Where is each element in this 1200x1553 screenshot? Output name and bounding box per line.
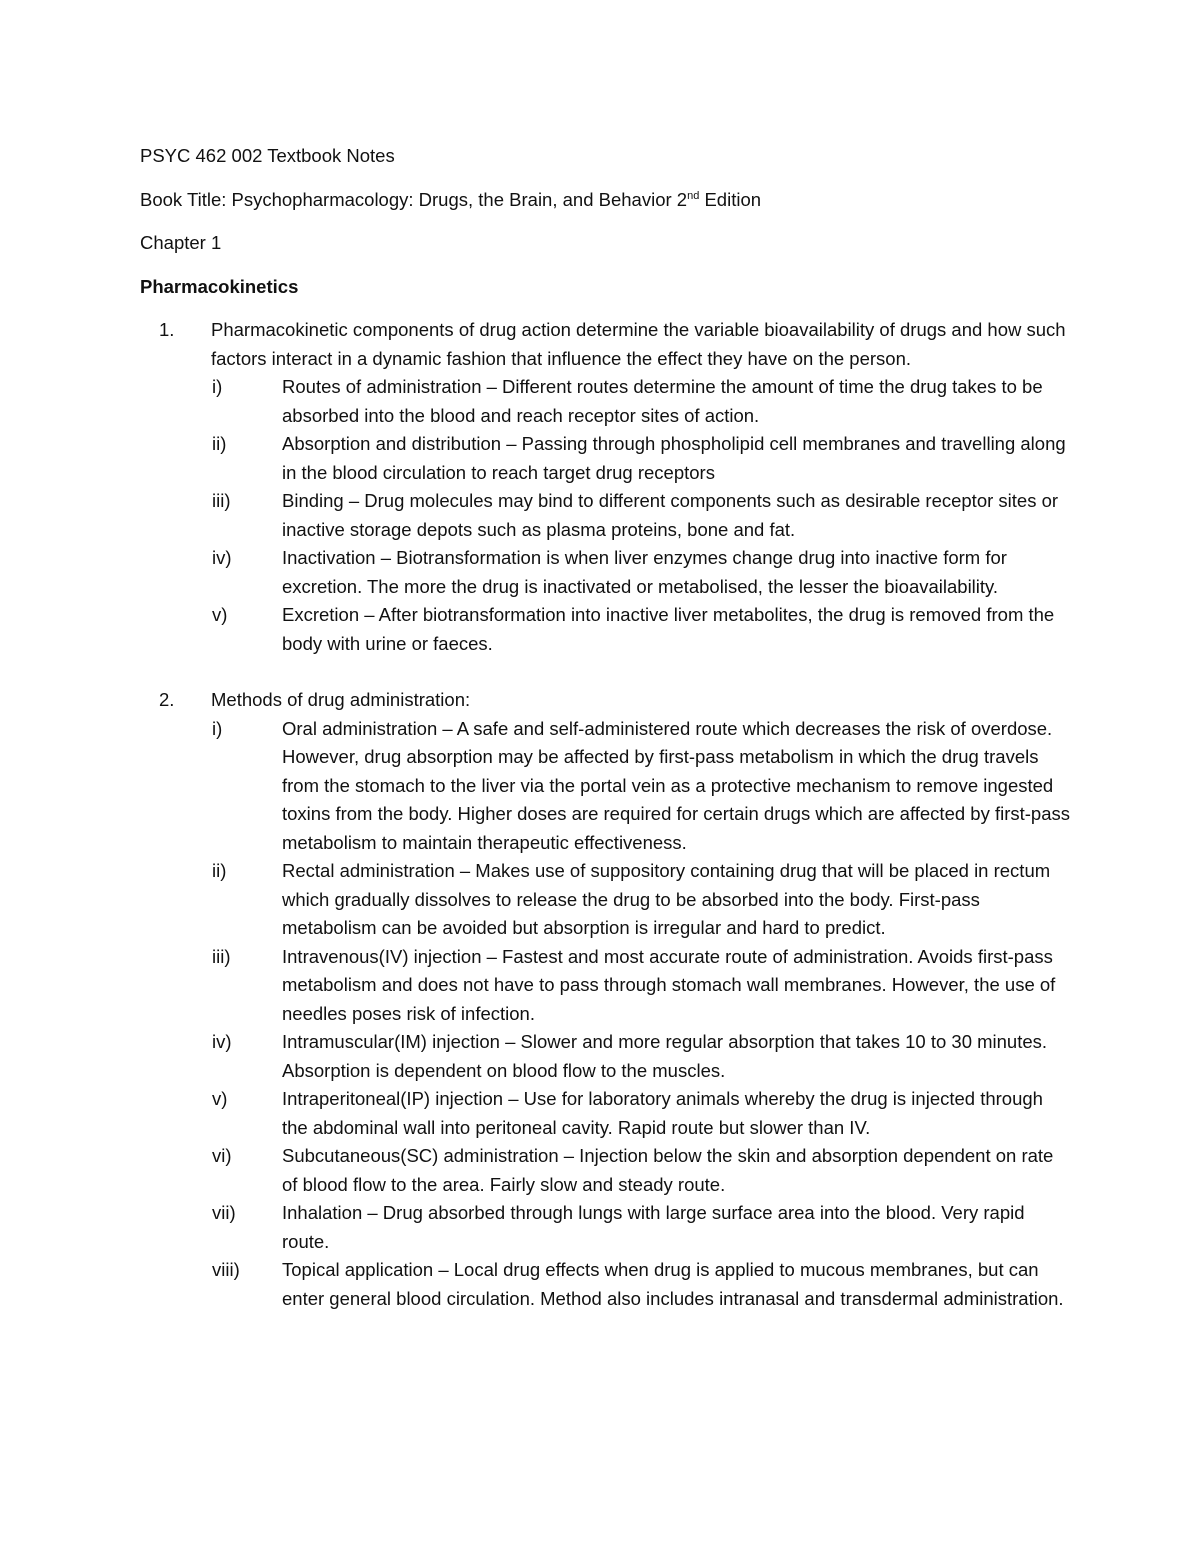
- sub-item: [140, 373, 1070, 430]
- document-page: [140, 142, 1070, 1313]
- sub-item: [140, 1199, 1070, 1256]
- sub-item: [140, 715, 1070, 858]
- spacer: [140, 658, 1070, 686]
- sub-item: [140, 857, 1070, 943]
- book-title-text: Book Title: Psychopharmacology: Drugs, the Brain, and Behavior 2: [140, 188, 688, 210]
- sub-number: ii): [212, 433, 227, 454]
- sub-item-text: Binding – Drug molecules may bind to different components such as desirable receptor sites or inactive storage depots such as plasma proteins, bone and fat.: [282, 490, 1059, 540]
- book-title: [140, 186, 1070, 215]
- sub-item-text: Oral administration – A safe and self-administered route which decreases the risk of overdose. However, drug absorption may be affected by first-pass metabolism in which the drug travels from the stomach to the liver via the portal vein as a protective mechanism to remove ingested toxins from the body. Higher doses are required for certain drugs which are affected by first-pass metabolism to maintain therapeutic effectiveness.: [282, 717, 1071, 853]
- sub-item: [140, 1085, 1070, 1142]
- sub-item: [140, 601, 1070, 658]
- sub-item: [140, 544, 1070, 601]
- sub-item: [140, 1256, 1070, 1313]
- list-item-text: Methods of drug administration:: [211, 689, 471, 710]
- sub-item-text: Excretion – After biotransformation into inactive liver metabolites, the drug is removed from the body with urine or faeces.: [282, 604, 1055, 654]
- sub-item-text: Inactivation – Biotransformation is when liver enzymes change drug into inactive form for excretion. The more the drug is inactivated or metabolised, the lesser the bioavailability.: [282, 547, 1007, 597]
- list-number: 1.: [159, 319, 175, 340]
- sub-item-text: Rectal administration – Makes use of suppository containing drug that will be placed in rectum which gradually dissolves to release the drug to be absorbed into the body. First-pass metabolism can be avoided but absorption is irregular and hard to predict.: [282, 860, 1051, 938]
- list-item-2: [140, 686, 1070, 715]
- sub-item-text: Routes of administration – Different routes determine the amount of time the drug takes to be absorbed into the blood and reach receptor sites of action.: [282, 376, 1043, 426]
- sub-number: i): [212, 376, 223, 397]
- sub-item: [140, 487, 1070, 544]
- sub-number: iii): [212, 490, 231, 511]
- sub-item: [140, 943, 1070, 1029]
- book-title-edition: Edition: [699, 188, 762, 210]
- sub-number: vi): [212, 1145, 232, 1166]
- sub-number: iv): [212, 1031, 232, 1052]
- chapter-label: Chapter 1: [140, 232, 222, 253]
- sub-item-text: Intraperitoneal(IP) injection – Use for laboratory animals whereby the drug is injected through the abdominal wall into peritoneal cavity. Rapid route but slower than IV.: [282, 1088, 1043, 1138]
- list-item-text: Pharmacokinetic components of drug action determine the variable bioavailability of drugs and how such factors interact in a dynamic fashion that influence the effect they have on the person.: [211, 319, 1066, 369]
- sub-item-text: Intravenous(IV) injection – Fastest and most accurate route of administration. Avoids first-pass metabolism and does not have to pass through stomach wall membranes. However, the use of needles poses risk of infection.: [282, 945, 1056, 1024]
- sub-item-text: Intramuscular(IM) injection – Slower and more regular absorption that takes 10 to 30 minutes. Absorption is dependent on blood flow to the muscles.: [282, 1031, 1048, 1081]
- sub-number: viii): [212, 1259, 240, 1280]
- sub-item-text: Inhalation – Drug absorbed through lungs with large surface area into the blood. Very rapid route.: [282, 1202, 1025, 1252]
- course-title: PSYC 462 002 Textbook Notes: [140, 145, 395, 166]
- sub-number: v): [212, 1088, 228, 1109]
- list-item-1: [140, 316, 1070, 373]
- edition-superscript: nd: [687, 189, 700, 202]
- list-number: 2.: [159, 689, 175, 710]
- sub-item: [140, 430, 1070, 487]
- sub-number: iv): [212, 547, 232, 568]
- sub-number: v): [212, 604, 228, 625]
- sub-item: [140, 1142, 1070, 1199]
- sub-item-text: Topical application – Local drug effects when drug is applied to mucous membranes, but can enter general blood circulation. Method also includes intranasal and transdermal administration.: [282, 1259, 1064, 1309]
- sub-item: [140, 1028, 1070, 1085]
- section-heading: Pharmacokinetics: [140, 275, 299, 297]
- sub-number: ii): [212, 860, 227, 881]
- sub-number: iii): [212, 945, 231, 967]
- sub-item-text: Subcutaneous(SC) administration – Injection below the skin and absorption dependent on rate of blood flow to the area. Fairly slow and steady route.: [282, 1145, 1054, 1195]
- sub-number: vii): [212, 1202, 236, 1223]
- sub-item-text: Absorption and distribution – Passing through phospholipid cell membranes and travelling along in the blood circulation to reach target drug receptors: [282, 433, 1066, 483]
- sub-number: i): [212, 717, 223, 739]
